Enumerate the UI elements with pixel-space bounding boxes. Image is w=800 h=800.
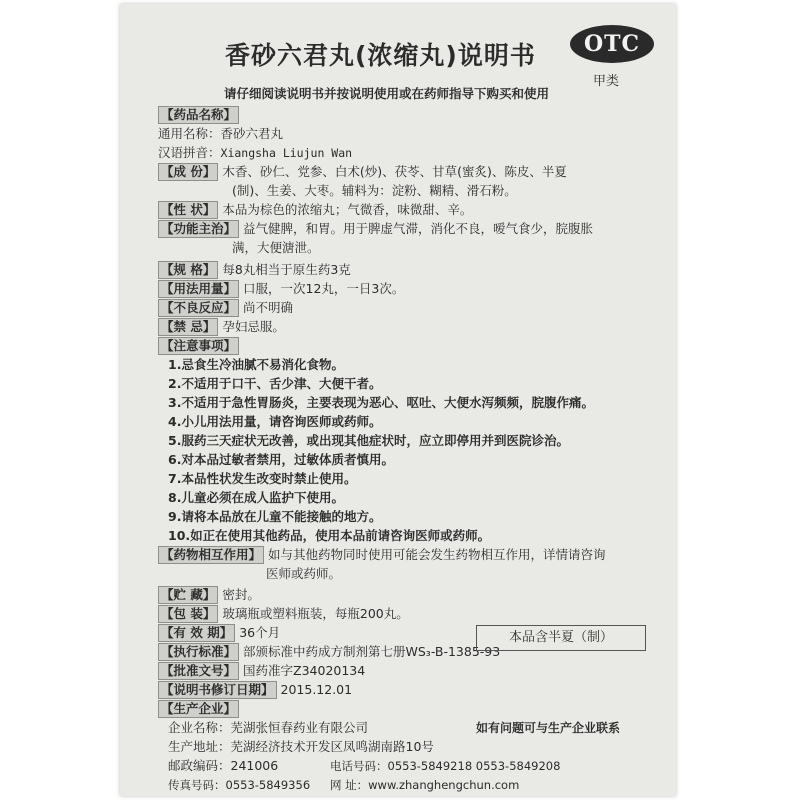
storage-label: 【贮 藏】: [158, 586, 218, 604]
ingredients-line1: 木香、砂仁、党参、白术(炒)、茯苓、甘草(蜜炙)、陈皮、半夏: [222, 164, 567, 179]
company-fax: 传真号码：0553-5849356: [168, 778, 311, 792]
approval-row: [158, 661, 365, 681]
otc-category: 甲类: [593, 74, 620, 89]
indications-line2: 满，大便溏泄。: [232, 240, 320, 255]
dosage-row: [158, 279, 404, 299]
indications-row: [158, 219, 593, 239]
adverse-row: [158, 298, 293, 318]
company-name: 企业名称：芜湖张恒春药业有限公司: [168, 720, 369, 735]
company-website: 网 址：www.zhanghengchun.com: [330, 778, 520, 792]
pinyin-row: [158, 143, 352, 163]
contra-value: 孕妇忌服。: [222, 319, 285, 334]
precaution-item: 4.小儿用法用量，请咨询医师或药师。: [168, 414, 382, 429]
spec-value: 每8丸相当于原生药3克: [222, 262, 351, 277]
revision-value: 2015.12.01: [280, 682, 353, 697]
dosage-value: 口服，一次12丸，一日3次。: [243, 281, 405, 296]
interactions-label: 【药物相互作用】: [158, 546, 264, 564]
pinyin-label: 汉语拼音：: [158, 145, 221, 160]
company-postcode: 邮政编码：241006: [168, 758, 279, 773]
properties-row: [158, 200, 472, 220]
contra-label: 【禁 忌】: [158, 318, 218, 336]
document-title: 香砂六君丸(浓缩丸)说明书: [225, 41, 536, 70]
manufacturer-row: [158, 699, 243, 719]
standard-value: 部颁标准中药成方制剂第七册WS₃-B-1385-93: [243, 644, 501, 659]
properties-label: 【性 状】: [158, 201, 218, 219]
adverse-label: 【不良反应】: [158, 299, 239, 317]
ingredients-row: [158, 162, 567, 182]
generic-name: 通用名称：香砂六君丸: [158, 126, 284, 141]
properties-value: 本品为棕色的浓缩丸；气微香，味微甜、辛。: [222, 202, 473, 217]
revision-label: 【说明书修订日期】: [158, 681, 277, 699]
precaution-item: 10.如正在使用其他药品，使用本品前请咨询医师或药师。: [168, 528, 491, 543]
standard-row: [158, 642, 500, 662]
contact-note: 如有问题可与生产企业联系: [476, 721, 621, 735]
otc-logo: OTC: [570, 25, 654, 63]
precautions-row: [158, 336, 243, 356]
interactions-line1: 如与其他药物同时使用可能会发生药物相互作用，详情请咨询: [268, 547, 606, 562]
drug-name-row: [158, 105, 243, 125]
indications-line1: 益气健脾，和胃。用于脾虚气滞，消化不良，嗳气食少，脘腹胀: [243, 221, 594, 236]
manufacturer-label: 【生产企业】: [158, 700, 239, 718]
precaution-item: 7.本品性状发生改变时禁止使用。: [168, 471, 357, 486]
interactions-row: [158, 545, 606, 565]
storage-value: 密封。: [222, 587, 260, 602]
spec-row: [158, 260, 351, 280]
ingredients-line2: (制)、生姜、大枣。辅料为：淀粉、糊精、滑石粉。: [232, 183, 517, 198]
adverse-value: 尚不明确: [243, 300, 294, 315]
revision-row: [158, 680, 352, 700]
precaution-item: 3.不适用于急性胃肠炎，主要表现为恶心、呕吐、大便水泻频频，脘腹作痛。: [168, 395, 594, 410]
validity-value: 36个月: [239, 625, 281, 640]
dosage-label: 【用法用量】: [158, 280, 239, 298]
interactions-line2: 医师或药师。: [266, 566, 342, 581]
subtitle: 请仔细阅读说明书并按说明使用或在药师指导下购买和使用: [224, 86, 550, 101]
pinyin-value: Xiangsha Liujun Wan: [220, 146, 353, 160]
validity-row: [158, 623, 280, 643]
precaution-item: 1.忌食生冷油腻不易消化食物。: [168, 357, 344, 372]
company-phone: 电话号码：0553-5849218 0553-5849208: [330, 759, 561, 773]
boxed-note: 本品含半夏（制）: [476, 625, 646, 651]
standard-label: 【执行标准】: [158, 643, 239, 661]
approval-label: 【批准文号】: [158, 662, 239, 680]
storage-row: [158, 585, 260, 605]
precautions-label: 【注意事项】: [158, 337, 239, 355]
precaution-item: 8.儿童必须在成人监护下使用。: [168, 490, 344, 505]
precaution-item: 9.请将本品放在儿童不能接触的地方。: [168, 509, 382, 524]
drug-name-label: 【药品名称】: [158, 106, 239, 124]
company-address: 生产地址：芜湖经济技术开发区凤鸣湖南路10号: [168, 739, 434, 754]
precaution-item: 2.不适用于口干、舌少津、大便干者。: [168, 376, 382, 391]
precaution-item: 6.对本品过敏者禁用，过敏体质者慎用。: [168, 452, 394, 467]
validity-label: 【有 效 期】: [158, 624, 235, 642]
indications-label: 【功能主治】: [158, 220, 239, 238]
package-row: [158, 604, 409, 624]
ingredients-label: 【成 份】: [158, 163, 218, 181]
package-value: 玻璃瓶或塑料瓶装，每瓶200丸。: [222, 606, 409, 621]
precaution-item: 5.服药三天症状无改善，或出现其他症状时，应立即停用并到医院诊治。: [168, 433, 569, 448]
spec-label: 【规 格】: [158, 261, 218, 279]
approval-value: 国药准字Z34020134: [243, 663, 366, 678]
package-label: 【包 装】: [158, 605, 218, 623]
contra-row: [158, 317, 285, 337]
